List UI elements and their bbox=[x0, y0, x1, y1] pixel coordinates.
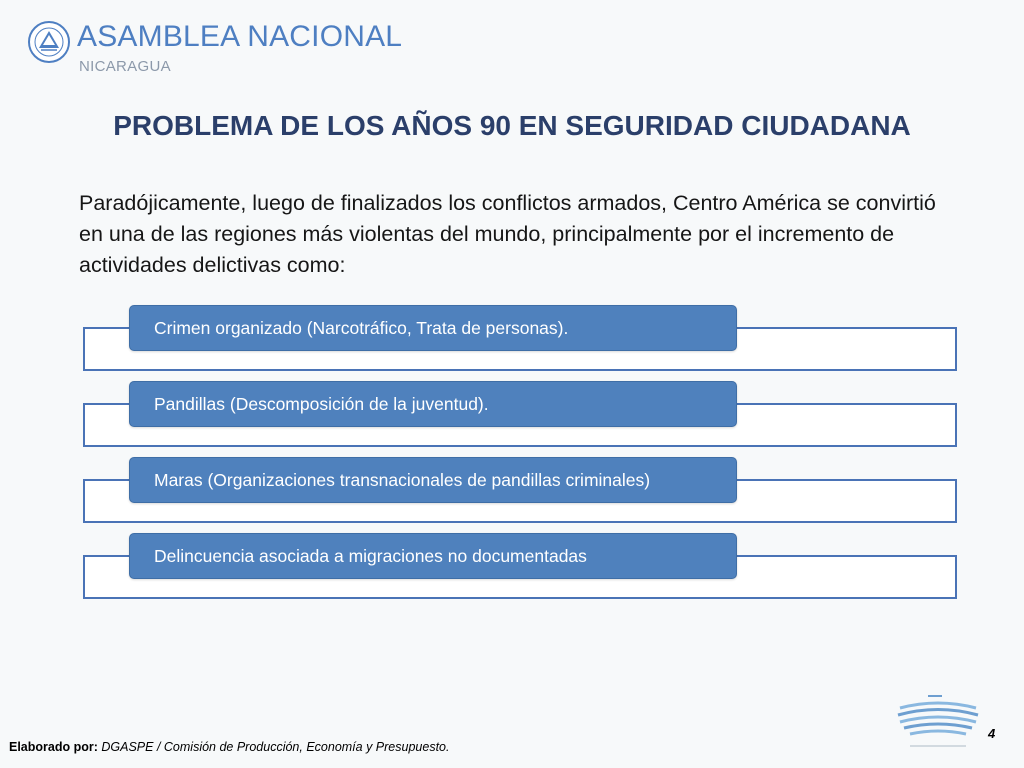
footer-content: DGASPE / Comisión de Producción, Economía y Presupuesto. bbox=[97, 740, 450, 754]
list-item bbox=[83, 381, 957, 449]
list-item-label: Pandillas (Descomposición de la juventud). bbox=[129, 381, 737, 427]
logo-block bbox=[28, 16, 403, 76]
page-title: PROBLEMA DE LOS AÑOS 90 EN SEGURIDAD CIUDADANA bbox=[113, 110, 911, 141]
org-name: ASAMBLEA NACIONAL bbox=[77, 20, 403, 53]
intro-paragraph: Paradójicamente, luego de finalizados los conflictos armados, Centro América se convirtió en una de las regiones más violentas del mundo, principalmente por el incremento de actividades delictivas como: bbox=[79, 191, 936, 277]
list-item-label: Delincuencia asociada a migraciones no documentadas bbox=[129, 533, 737, 579]
crime-list bbox=[83, 305, 957, 605]
footer-credit bbox=[9, 740, 449, 754]
list-item bbox=[83, 533, 957, 601]
list-item-label: Maras (Organizaciones transnacionales de pandillas criminales) bbox=[129, 457, 737, 503]
org-country: NICARAGUA bbox=[79, 58, 171, 75]
nicaragua-seal-icon bbox=[28, 16, 70, 68]
page-number: 4 bbox=[988, 726, 996, 741]
assembly-emblem-icon bbox=[890, 690, 986, 752]
list-item-label: Crimen organizado (Narcotráfico, Trata de personas). bbox=[129, 305, 737, 351]
list-item bbox=[83, 305, 957, 373]
footer-label: Elaborado por bbox=[9, 740, 94, 754]
footer-colon: : bbox=[93, 740, 98, 754]
list-item bbox=[83, 457, 957, 525]
